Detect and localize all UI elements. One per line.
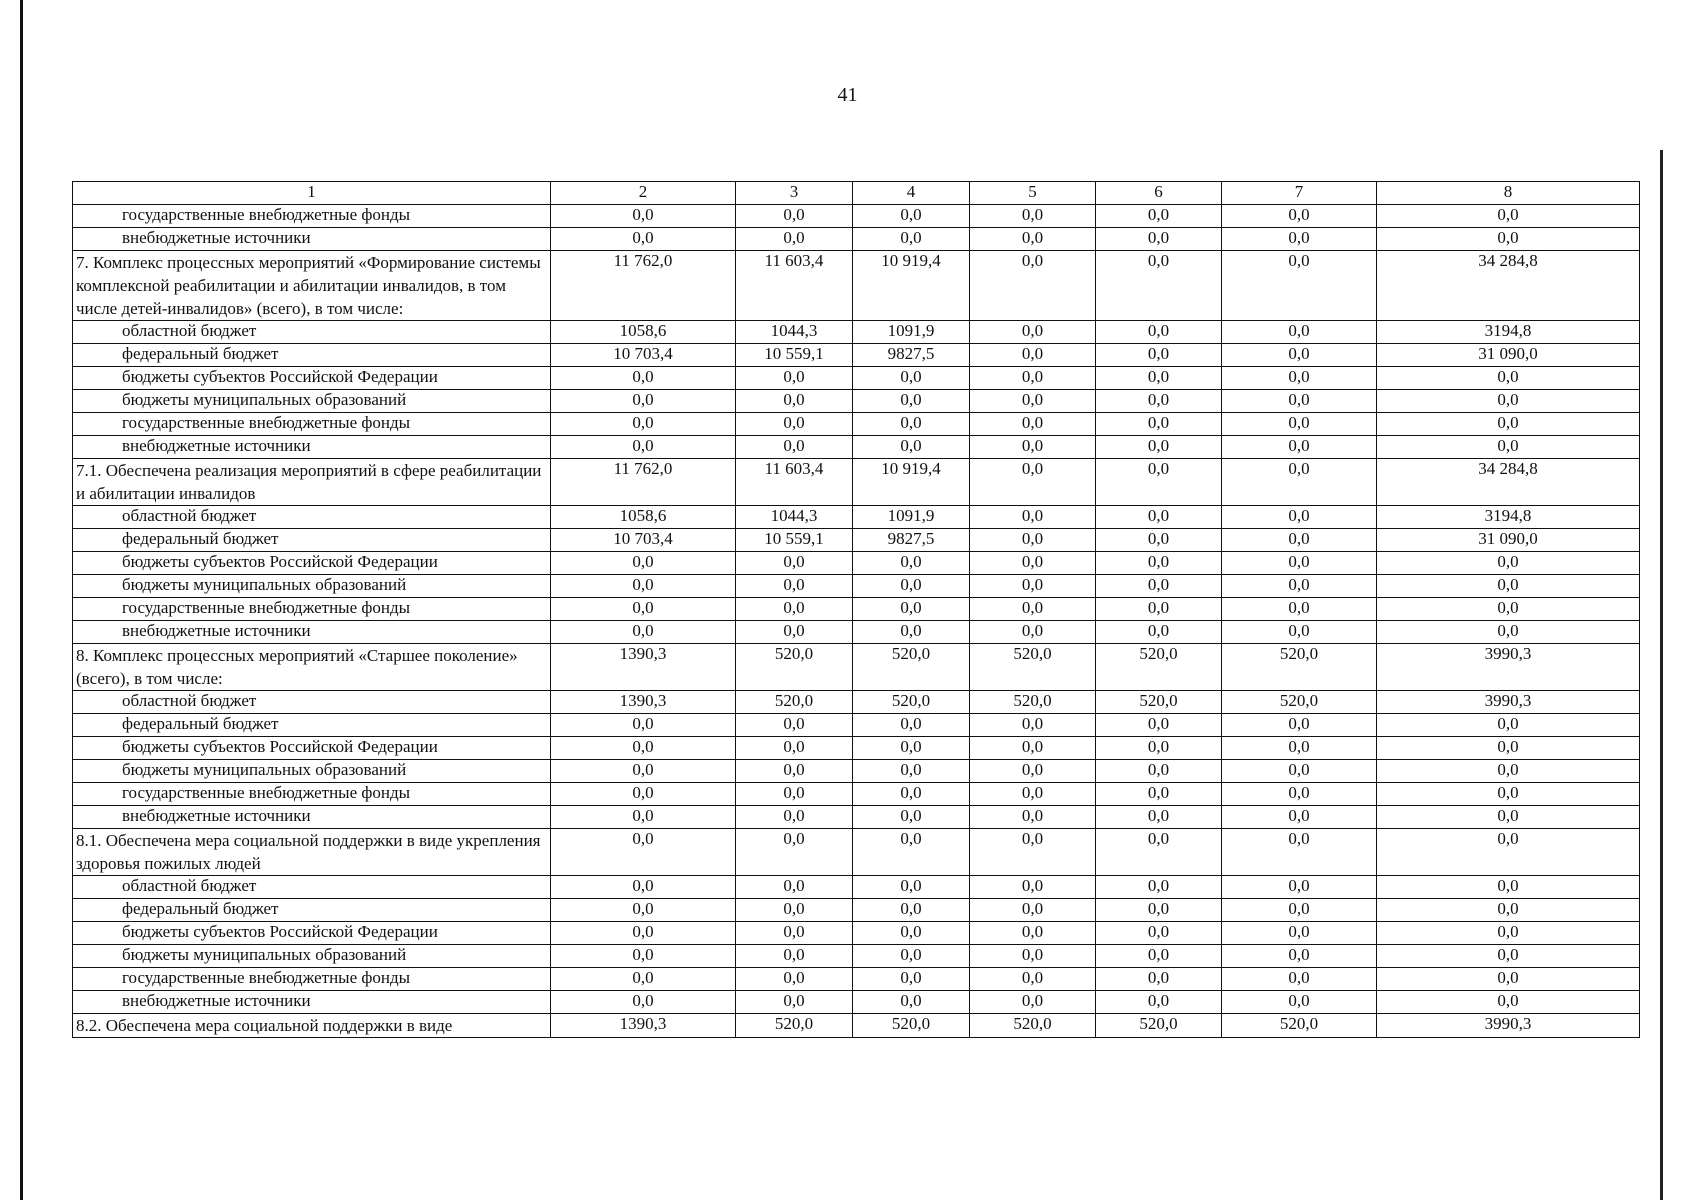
value-cell: 0,0: [551, 552, 736, 575]
value-cell: 31 090,0: [1377, 344, 1640, 367]
value-cell: 0,0: [1096, 876, 1222, 899]
value-cell: 520,0: [1096, 691, 1222, 714]
value-cell: 0,0: [1096, 459, 1222, 506]
value-cell: 0,0: [1096, 390, 1222, 413]
value-cell: 0,0: [1096, 506, 1222, 529]
value-cell: 0,0: [736, 806, 853, 829]
value-cell: 0,0: [853, 991, 970, 1014]
value-cell: 9827,5: [853, 344, 970, 367]
value-cell: 0,0: [1222, 344, 1377, 367]
value-cell: 0,0: [1096, 251, 1222, 321]
value-cell: 0,0: [551, 575, 736, 598]
value-cell: 0,0: [970, 251, 1096, 321]
value-cell: 0,0: [736, 228, 853, 251]
value-cell: 10 559,1: [736, 344, 853, 367]
value-cell: 0,0: [736, 922, 853, 945]
value-cell: 0,0: [551, 205, 736, 228]
value-cell: 0,0: [736, 621, 853, 644]
value-cell: 0,0: [1222, 321, 1377, 344]
value-cell: 520,0: [1222, 644, 1377, 691]
value-cell: 0,0: [970, 529, 1096, 552]
value-cell: 1390,3: [551, 644, 736, 691]
value-cell: 0,0: [1377, 806, 1640, 829]
value-cell: 0,0: [736, 760, 853, 783]
value-cell: 520,0: [853, 644, 970, 691]
value-cell: 9827,5: [853, 529, 970, 552]
funding-source-label: бюджеты муниципальных образований: [73, 760, 551, 783]
measure-label: 8.2. Обеспечена мера социальной поддержки в виде: [73, 1014, 551, 1038]
value-cell: 520,0: [736, 644, 853, 691]
value-cell: 520,0: [970, 644, 1096, 691]
value-cell: 0,0: [1377, 575, 1640, 598]
value-cell: 11 762,0: [551, 251, 736, 321]
value-cell: 0,0: [1377, 968, 1640, 991]
funding-source-label: государственные внебюджетные фонды: [73, 598, 551, 621]
page-number: 41: [837, 84, 858, 106]
value-cell: 0,0: [1096, 760, 1222, 783]
measure-label: 7. Комплекс процессных мероприятий «Формирование системы комплексной реабилитации и абилитации инвалидов, в том числе детей-инвалидов» (всего), в том числе:: [73, 251, 551, 321]
value-cell: 520,0: [1222, 691, 1377, 714]
measure-label: 8.1. Обеспечена мера социальной поддержки в виде укрепления здоровья пожилых людей: [73, 829, 551, 876]
funding-source-label: бюджеты субъектов Российской Федерации: [73, 922, 551, 945]
table-body: [73, 205, 1640, 1038]
value-cell: 0,0: [1222, 899, 1377, 922]
value-cell: 0,0: [1222, 829, 1377, 876]
value-cell: 0,0: [736, 737, 853, 760]
value-cell: 0,0: [970, 876, 1096, 899]
value-cell: 11 603,4: [736, 459, 853, 506]
value-cell: 0,0: [1096, 436, 1222, 459]
value-cell: 0,0: [970, 205, 1096, 228]
value-cell: 1058,6: [551, 321, 736, 344]
value-cell: 0,0: [970, 344, 1096, 367]
value-cell: 520,0: [853, 691, 970, 714]
value-cell: 0,0: [853, 737, 970, 760]
value-cell: 0,0: [551, 806, 736, 829]
value-cell: 10 919,4: [853, 459, 970, 506]
table-row: [73, 436, 1640, 459]
table-row: [73, 621, 1640, 644]
value-cell: 0,0: [970, 829, 1096, 876]
value-cell: 0,0: [1377, 760, 1640, 783]
value-cell: 0,0: [1096, 945, 1222, 968]
value-cell: 0,0: [736, 899, 853, 922]
value-cell: 0,0: [970, 436, 1096, 459]
value-cell: 0,0: [1096, 228, 1222, 251]
table-row: [73, 413, 1640, 436]
value-cell: 0,0: [1377, 783, 1640, 806]
funding-source-label: государственные внебюджетные фонды: [73, 413, 551, 436]
table-row: [73, 945, 1640, 968]
value-cell: 11 603,4: [736, 251, 853, 321]
value-cell: 0,0: [853, 367, 970, 390]
value-cell: 0,0: [1222, 390, 1377, 413]
value-cell: 0,0: [853, 436, 970, 459]
value-cell: 0,0: [551, 228, 736, 251]
value-cell: 0,0: [551, 714, 736, 737]
value-cell: 0,0: [551, 968, 736, 991]
funding-source-label: внебюджетные источники: [73, 228, 551, 251]
table-row: [73, 529, 1640, 552]
value-cell: 0,0: [1377, 899, 1640, 922]
value-cell: 0,0: [1377, 413, 1640, 436]
value-cell: 0,0: [1377, 367, 1640, 390]
value-cell: 10 703,4: [551, 344, 736, 367]
value-cell: 1390,3: [551, 1014, 736, 1038]
scan-edge-left: [20, 0, 23, 1200]
funding-source-label: внебюджетные источники: [73, 436, 551, 459]
value-cell: 0,0: [970, 228, 1096, 251]
value-cell: 0,0: [853, 390, 970, 413]
value-cell: 0,0: [736, 575, 853, 598]
value-cell: 0,0: [1096, 344, 1222, 367]
table-row: [73, 714, 1640, 737]
value-cell: 0,0: [1096, 621, 1222, 644]
column-header: 5: [970, 182, 1096, 205]
value-cell: 0,0: [736, 968, 853, 991]
value-cell: 0,0: [1377, 228, 1640, 251]
value-cell: 0,0: [970, 621, 1096, 644]
value-cell: 0,0: [1222, 737, 1377, 760]
value-cell: 520,0: [1096, 644, 1222, 691]
value-cell: 0,0: [853, 806, 970, 829]
value-cell: 520,0: [1096, 1014, 1222, 1038]
table-row: [73, 829, 1640, 876]
value-cell: 0,0: [551, 413, 736, 436]
value-cell: 0,0: [1377, 598, 1640, 621]
value-cell: 520,0: [853, 1014, 970, 1038]
value-cell: 0,0: [1222, 968, 1377, 991]
value-cell: 0,0: [1222, 783, 1377, 806]
value-cell: 0,0: [853, 413, 970, 436]
funding-source-label: бюджеты субъектов Российской Федерации: [73, 552, 551, 575]
value-cell: 0,0: [1096, 829, 1222, 876]
value-cell: 0,0: [1222, 228, 1377, 251]
value-cell: 1058,6: [551, 506, 736, 529]
table-row: [73, 760, 1640, 783]
value-cell: 0,0: [1096, 714, 1222, 737]
value-cell: 0,0: [736, 714, 853, 737]
value-cell: 0,0: [551, 436, 736, 459]
value-cell: 520,0: [736, 691, 853, 714]
funding-source-label: бюджеты муниципальных образований: [73, 945, 551, 968]
value-cell: 0,0: [853, 552, 970, 575]
value-cell: 0,0: [1222, 621, 1377, 644]
funding-source-label: государственные внебюджетные фонды: [73, 205, 551, 228]
value-cell: 0,0: [551, 922, 736, 945]
value-cell: 0,0: [551, 945, 736, 968]
value-cell: 0,0: [853, 205, 970, 228]
funding-source-label: областной бюджет: [73, 691, 551, 714]
value-cell: 0,0: [1096, 552, 1222, 575]
funding-source-label: бюджеты муниципальных образований: [73, 390, 551, 413]
value-cell: 0,0: [1222, 529, 1377, 552]
value-cell: 0,0: [1377, 714, 1640, 737]
value-cell: 0,0: [1377, 390, 1640, 413]
value-cell: 0,0: [1096, 367, 1222, 390]
value-cell: 0,0: [1096, 991, 1222, 1014]
value-cell: 0,0: [853, 876, 970, 899]
value-cell: 0,0: [1222, 552, 1377, 575]
table-row: [73, 390, 1640, 413]
value-cell: 31 090,0: [1377, 529, 1640, 552]
table-row: [73, 644, 1640, 691]
value-cell: 0,0: [1222, 806, 1377, 829]
table-row: [73, 228, 1640, 251]
value-cell: 0,0: [551, 760, 736, 783]
value-cell: 0,0: [970, 760, 1096, 783]
funding-source-label: государственные внебюджетные фонды: [73, 783, 551, 806]
column-header: 8: [1377, 182, 1640, 205]
table-row: [73, 691, 1640, 714]
value-cell: 0,0: [736, 205, 853, 228]
value-cell: 0,0: [1222, 506, 1377, 529]
scan-edge-right: [1660, 150, 1663, 1200]
value-cell: 0,0: [736, 991, 853, 1014]
value-cell: 0,0: [853, 945, 970, 968]
value-cell: 0,0: [736, 945, 853, 968]
value-cell: 0,0: [970, 991, 1096, 1014]
value-cell: 0,0: [970, 552, 1096, 575]
value-cell: 0,0: [1096, 205, 1222, 228]
value-cell: 0,0: [1222, 205, 1377, 228]
value-cell: 10 703,4: [551, 529, 736, 552]
value-cell: 0,0: [1222, 251, 1377, 321]
value-cell: 0,0: [736, 783, 853, 806]
value-cell: 0,0: [1096, 968, 1222, 991]
column-header: 6: [1096, 182, 1222, 205]
value-cell: 520,0: [736, 1014, 853, 1038]
value-cell: 0,0: [1222, 459, 1377, 506]
measure-label: 7.1. Обеспечена реализация мероприятий в сфере реабилитации и абилитации инвалидов: [73, 459, 551, 506]
value-cell: 0,0: [970, 598, 1096, 621]
value-cell: 0,0: [1222, 922, 1377, 945]
value-cell: 34 284,8: [1377, 459, 1640, 506]
value-cell: 0,0: [853, 829, 970, 876]
value-cell: 3990,3: [1377, 691, 1640, 714]
value-cell: 1044,3: [736, 506, 853, 529]
value-cell: 1091,9: [853, 321, 970, 344]
value-cell: 0,0: [970, 899, 1096, 922]
value-cell: 0,0: [1096, 413, 1222, 436]
value-cell: 0,0: [853, 575, 970, 598]
value-cell: 0,0: [1096, 899, 1222, 922]
value-cell: 0,0: [1222, 413, 1377, 436]
value-cell: 0,0: [551, 829, 736, 876]
funding-source-label: областной бюджет: [73, 876, 551, 899]
table-row: [73, 991, 1640, 1014]
value-cell: 0,0: [1222, 436, 1377, 459]
table-row: [73, 598, 1640, 621]
column-header: 3: [736, 182, 853, 205]
column-header: 7: [1222, 182, 1377, 205]
value-cell: 10 559,1: [736, 529, 853, 552]
value-cell: 520,0: [970, 691, 1096, 714]
value-cell: 0,0: [1222, 991, 1377, 1014]
value-cell: 0,0: [551, 737, 736, 760]
value-cell: 3990,3: [1377, 644, 1640, 691]
value-cell: 0,0: [736, 390, 853, 413]
value-cell: 1091,9: [853, 506, 970, 529]
value-cell: 0,0: [551, 991, 736, 1014]
column-number-row: [73, 182, 1640, 205]
value-cell: 0,0: [853, 760, 970, 783]
value-cell: 0,0: [970, 968, 1096, 991]
value-cell: 0,0: [1096, 783, 1222, 806]
value-cell: 0,0: [1222, 367, 1377, 390]
value-cell: 1390,3: [551, 691, 736, 714]
value-cell: 0,0: [551, 876, 736, 899]
value-cell: 0,0: [970, 714, 1096, 737]
value-cell: 0,0: [736, 367, 853, 390]
value-cell: 0,0: [970, 922, 1096, 945]
value-cell: 0,0: [970, 945, 1096, 968]
value-cell: 0,0: [1096, 321, 1222, 344]
value-cell: 520,0: [970, 1014, 1096, 1038]
value-cell: 0,0: [736, 413, 853, 436]
value-cell: 0,0: [853, 922, 970, 945]
funding-source-label: бюджеты субъектов Российской Федерации: [73, 367, 551, 390]
value-cell: 0,0: [1096, 737, 1222, 760]
value-cell: 0,0: [1096, 922, 1222, 945]
value-cell: 11 762,0: [551, 459, 736, 506]
funding-source-label: бюджеты муниципальных образований: [73, 575, 551, 598]
funding-source-label: бюджеты субъектов Российской Федерации: [73, 737, 551, 760]
value-cell: 0,0: [551, 598, 736, 621]
value-cell: 0,0: [736, 876, 853, 899]
value-cell: 0,0: [1377, 945, 1640, 968]
value-cell: 3990,3: [1377, 1014, 1640, 1038]
table-row: [73, 506, 1640, 529]
value-cell: 0,0: [1096, 598, 1222, 621]
value-cell: 520,0: [1222, 1014, 1377, 1038]
value-cell: 0,0: [970, 367, 1096, 390]
value-cell: 0,0: [853, 783, 970, 806]
column-header: 4: [853, 182, 970, 205]
value-cell: 0,0: [970, 390, 1096, 413]
funding-source-label: внебюджетные источники: [73, 806, 551, 829]
value-cell: 0,0: [970, 806, 1096, 829]
value-cell: 1044,3: [736, 321, 853, 344]
value-cell: 0,0: [736, 598, 853, 621]
table-row: [73, 552, 1640, 575]
funding-source-label: внебюджетные источники: [73, 621, 551, 644]
value-cell: 0,0: [1377, 991, 1640, 1014]
table-row: [73, 968, 1640, 991]
value-cell: 0,0: [1377, 737, 1640, 760]
value-cell: 10 919,4: [853, 251, 970, 321]
value-cell: 0,0: [1377, 205, 1640, 228]
value-cell: 0,0: [551, 367, 736, 390]
funding-source-label: внебюджетные источники: [73, 991, 551, 1014]
value-cell: 0,0: [853, 228, 970, 251]
value-cell: 0,0: [853, 621, 970, 644]
funding-source-label: федеральный бюджет: [73, 529, 551, 552]
value-cell: 0,0: [970, 575, 1096, 598]
table-row: [73, 783, 1640, 806]
funding-source-label: федеральный бюджет: [73, 714, 551, 737]
value-cell: 0,0: [853, 899, 970, 922]
value-cell: 0,0: [970, 459, 1096, 506]
value-cell: 3194,8: [1377, 506, 1640, 529]
column-header: 2: [551, 182, 736, 205]
value-cell: 0,0: [970, 783, 1096, 806]
value-cell: 0,0: [1222, 760, 1377, 783]
value-cell: 0,0: [1377, 436, 1640, 459]
value-cell: 0,0: [736, 436, 853, 459]
value-cell: 0,0: [1377, 621, 1640, 644]
value-cell: 0,0: [853, 598, 970, 621]
value-cell: 0,0: [551, 899, 736, 922]
value-cell: 0,0: [1222, 945, 1377, 968]
value-cell: 0,0: [736, 552, 853, 575]
measure-label: 8. Комплекс процессных мероприятий «Старшее поколение» (всего), в том числе:: [73, 644, 551, 691]
table-row: [73, 737, 1640, 760]
value-cell: 0,0: [970, 321, 1096, 344]
funding-source-label: областной бюджет: [73, 321, 551, 344]
table-row: [73, 344, 1640, 367]
budget-table: [72, 181, 1640, 1038]
table-row: [73, 899, 1640, 922]
column-header: 1: [73, 182, 551, 205]
value-cell: 0,0: [1096, 806, 1222, 829]
table-row: [73, 367, 1640, 390]
value-cell: 0,0: [1222, 598, 1377, 621]
table-row: [73, 575, 1640, 598]
funding-source-label: областной бюджет: [73, 506, 551, 529]
value-cell: 0,0: [1377, 922, 1640, 945]
value-cell: 0,0: [970, 737, 1096, 760]
funding-source-label: федеральный бюджет: [73, 899, 551, 922]
value-cell: 34 284,8: [1377, 251, 1640, 321]
value-cell: 0,0: [853, 714, 970, 737]
value-cell: 0,0: [853, 968, 970, 991]
value-cell: 0,0: [1377, 876, 1640, 899]
value-cell: 0,0: [1222, 575, 1377, 598]
value-cell: 0,0: [1096, 529, 1222, 552]
funding-source-label: федеральный бюджет: [73, 344, 551, 367]
table-row: [73, 876, 1640, 899]
value-cell: 3194,8: [1377, 321, 1640, 344]
value-cell: 0,0: [1377, 552, 1640, 575]
funding-source-label: государственные внебюджетные фонды: [73, 968, 551, 991]
table-row: [73, 459, 1640, 506]
value-cell: 0,0: [1096, 575, 1222, 598]
table-row: [73, 205, 1640, 228]
value-cell: 0,0: [1222, 714, 1377, 737]
value-cell: 0,0: [551, 783, 736, 806]
table-row: [73, 321, 1640, 344]
table-row: [73, 1014, 1640, 1038]
value-cell: 0,0: [551, 621, 736, 644]
value-cell: 0,0: [736, 829, 853, 876]
table-row: [73, 251, 1640, 321]
value-cell: 0,0: [551, 390, 736, 413]
value-cell: 0,0: [970, 413, 1096, 436]
table-row: [73, 922, 1640, 945]
value-cell: 0,0: [1222, 876, 1377, 899]
table-row: [73, 806, 1640, 829]
value-cell: 0,0: [1377, 829, 1640, 876]
value-cell: 0,0: [970, 506, 1096, 529]
